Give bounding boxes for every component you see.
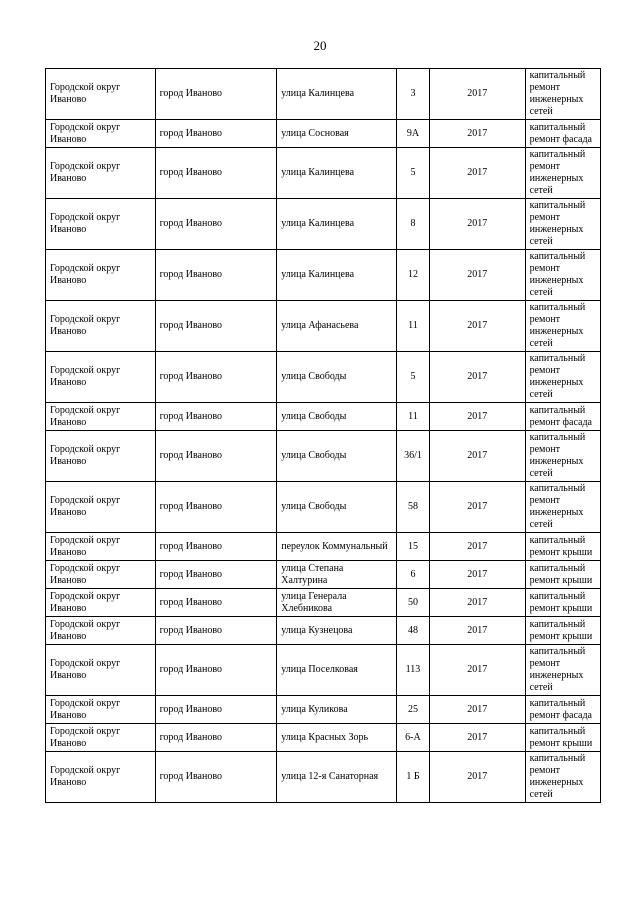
- city-cell: город Иваново: [155, 696, 277, 724]
- street-cell: улица Калинцева: [277, 199, 397, 250]
- street-cell: улица Кузнецова: [277, 617, 397, 645]
- year-cell: 2017: [430, 431, 526, 482]
- house-number-cell: 113: [396, 645, 429, 696]
- table-row: [46, 148, 601, 199]
- district-cell: Городской округ Иваново: [46, 403, 156, 431]
- city-cell: город Иваново: [155, 120, 277, 148]
- table-row: [46, 561, 601, 589]
- year-cell: 2017: [430, 589, 526, 617]
- city-cell: город Иваново: [155, 645, 277, 696]
- city-cell: город Иваново: [155, 561, 277, 589]
- district-cell: Городской округ Иваново: [46, 533, 156, 561]
- table-row: [46, 752, 601, 803]
- district-cell: Городской округ Иваново: [46, 724, 156, 752]
- year-cell: 2017: [430, 352, 526, 403]
- house-number-cell: 36/1: [396, 431, 429, 482]
- city-cell: город Иваново: [155, 352, 277, 403]
- city-cell: город Иваново: [155, 533, 277, 561]
- work-type-cell: капитальный ремонт инженерных сетей: [525, 250, 600, 301]
- street-cell: улица 12-я Санаторная: [277, 752, 397, 803]
- page-number: 20: [313, 38, 327, 53]
- table-row: [46, 645, 601, 696]
- work-type-cell: капитальный ремонт фасада: [525, 696, 600, 724]
- street-cell: улица Свободы: [277, 482, 397, 533]
- work-type-cell: капитальный ремонт крыши: [525, 533, 600, 561]
- work-type-cell: капитальный ремонт инженерных сетей: [525, 431, 600, 482]
- street-cell: улица Свободы: [277, 352, 397, 403]
- district-cell: Городской округ Иваново: [46, 199, 156, 250]
- city-cell: город Иваново: [155, 250, 277, 301]
- street-cell: улица Красных Зорь: [277, 724, 397, 752]
- table-row: [46, 199, 601, 250]
- district-cell: Городской округ Иваново: [46, 752, 156, 803]
- table-row: [46, 250, 601, 301]
- district-cell: Городской округ Иваново: [46, 645, 156, 696]
- city-cell: город Иваново: [155, 589, 277, 617]
- street-cell: улица Калинцева: [277, 148, 397, 199]
- street-cell: улица Степана Халтурина: [277, 561, 397, 589]
- house-number-cell: 6: [396, 561, 429, 589]
- district-cell: Городской округ Иваново: [46, 482, 156, 533]
- year-cell: 2017: [430, 301, 526, 352]
- table-row: [46, 120, 601, 148]
- year-cell: 2017: [430, 250, 526, 301]
- year-cell: 2017: [430, 403, 526, 431]
- house-number-cell: 11: [396, 301, 429, 352]
- work-type-cell: капитальный ремонт инженерных сетей: [525, 645, 600, 696]
- year-cell: 2017: [430, 617, 526, 645]
- city-cell: город Иваново: [155, 752, 277, 803]
- year-cell: 2017: [430, 645, 526, 696]
- table-row: [46, 724, 601, 752]
- work-type-cell: капитальный ремонт инженерных сетей: [525, 752, 600, 803]
- street-cell: улица Калинцева: [277, 250, 397, 301]
- table-row: [46, 403, 601, 431]
- house-number-cell: 25: [396, 696, 429, 724]
- city-cell: город Иваново: [155, 431, 277, 482]
- city-cell: город Иваново: [155, 301, 277, 352]
- street-cell: улица Свободы: [277, 431, 397, 482]
- work-type-cell: капитальный ремонт инженерных сетей: [525, 301, 600, 352]
- work-type-cell: капитальный ремонт инженерных сетей: [525, 199, 600, 250]
- house-number-cell: 15: [396, 533, 429, 561]
- work-type-cell: капитальный ремонт крыши: [525, 561, 600, 589]
- city-cell: город Иваново: [155, 482, 277, 533]
- year-cell: 2017: [430, 533, 526, 561]
- street-cell: улица Свободы: [277, 403, 397, 431]
- work-type-cell: капитальный ремонт инженерных сетей: [525, 69, 600, 120]
- house-number-cell: 12: [396, 250, 429, 301]
- year-cell: 2017: [430, 724, 526, 752]
- work-type-cell: капитальный ремонт крыши: [525, 589, 600, 617]
- table-row: [46, 352, 601, 403]
- table-body: [46, 69, 601, 803]
- street-cell: улица Афанасьева: [277, 301, 397, 352]
- table-row: [46, 301, 601, 352]
- district-cell: Городской округ Иваново: [46, 589, 156, 617]
- street-cell: улица Поселковая: [277, 645, 397, 696]
- city-cell: город Иваново: [155, 148, 277, 199]
- house-number-cell: 6-А: [396, 724, 429, 752]
- house-number-cell: 50: [396, 589, 429, 617]
- work-type-cell: капитальный ремонт инженерных сетей: [525, 352, 600, 403]
- year-cell: 2017: [430, 120, 526, 148]
- house-number-cell: 3: [396, 69, 429, 120]
- table-row: [46, 431, 601, 482]
- district-cell: Городской округ Иваново: [46, 301, 156, 352]
- district-cell: Городской округ Иваново: [46, 431, 156, 482]
- house-number-cell: 5: [396, 148, 429, 199]
- district-cell: Городской округ Иваново: [46, 120, 156, 148]
- house-number-cell: 9А: [396, 120, 429, 148]
- district-cell: Городской округ Иваново: [46, 696, 156, 724]
- street-cell: переулок Коммунальный: [277, 533, 397, 561]
- city-cell: город Иваново: [155, 724, 277, 752]
- work-type-cell: капитальный ремонт фасада: [525, 120, 600, 148]
- table-row: [46, 589, 601, 617]
- year-cell: 2017: [430, 199, 526, 250]
- table-row: [46, 617, 601, 645]
- year-cell: 2017: [430, 148, 526, 199]
- district-cell: Городской округ Иваново: [46, 69, 156, 120]
- table-row: [46, 482, 601, 533]
- housing-registry-table: [45, 68, 601, 803]
- house-number-cell: 11: [396, 403, 429, 431]
- city-cell: город Иваново: [155, 403, 277, 431]
- district-cell: Городской округ Иваново: [46, 561, 156, 589]
- work-type-cell: капитальный ремонт инженерных сетей: [525, 148, 600, 199]
- table-row: [46, 69, 601, 120]
- house-number-cell: 58: [396, 482, 429, 533]
- table-row: [46, 696, 601, 724]
- work-type-cell: капитальный ремонт крыши: [525, 724, 600, 752]
- house-number-cell: 1 Б: [396, 752, 429, 803]
- district-cell: Городской округ Иваново: [46, 250, 156, 301]
- house-number-cell: 5: [396, 352, 429, 403]
- work-type-cell: капитальный ремонт крыши: [525, 617, 600, 645]
- year-cell: 2017: [430, 696, 526, 724]
- city-cell: город Иваново: [155, 199, 277, 250]
- year-cell: 2017: [430, 561, 526, 589]
- city-cell: город Иваново: [155, 617, 277, 645]
- city-cell: город Иваново: [155, 69, 277, 120]
- house-number-cell: 48: [396, 617, 429, 645]
- year-cell: 2017: [430, 482, 526, 533]
- district-cell: Городской округ Иваново: [46, 617, 156, 645]
- year-cell: 2017: [430, 69, 526, 120]
- district-cell: Городской округ Иваново: [46, 148, 156, 199]
- district-cell: Городской округ Иваново: [46, 352, 156, 403]
- work-type-cell: капитальный ремонт фасада: [525, 403, 600, 431]
- street-cell: улица Генерала Хлебникова: [277, 589, 397, 617]
- table-row: [46, 533, 601, 561]
- house-number-cell: 8: [396, 199, 429, 250]
- street-cell: улица Куликова: [277, 696, 397, 724]
- street-cell: улица Сосновая: [277, 120, 397, 148]
- street-cell: улица Калинцева: [277, 69, 397, 120]
- work-type-cell: капитальный ремонт инженерных сетей: [525, 482, 600, 533]
- year-cell: 2017: [430, 752, 526, 803]
